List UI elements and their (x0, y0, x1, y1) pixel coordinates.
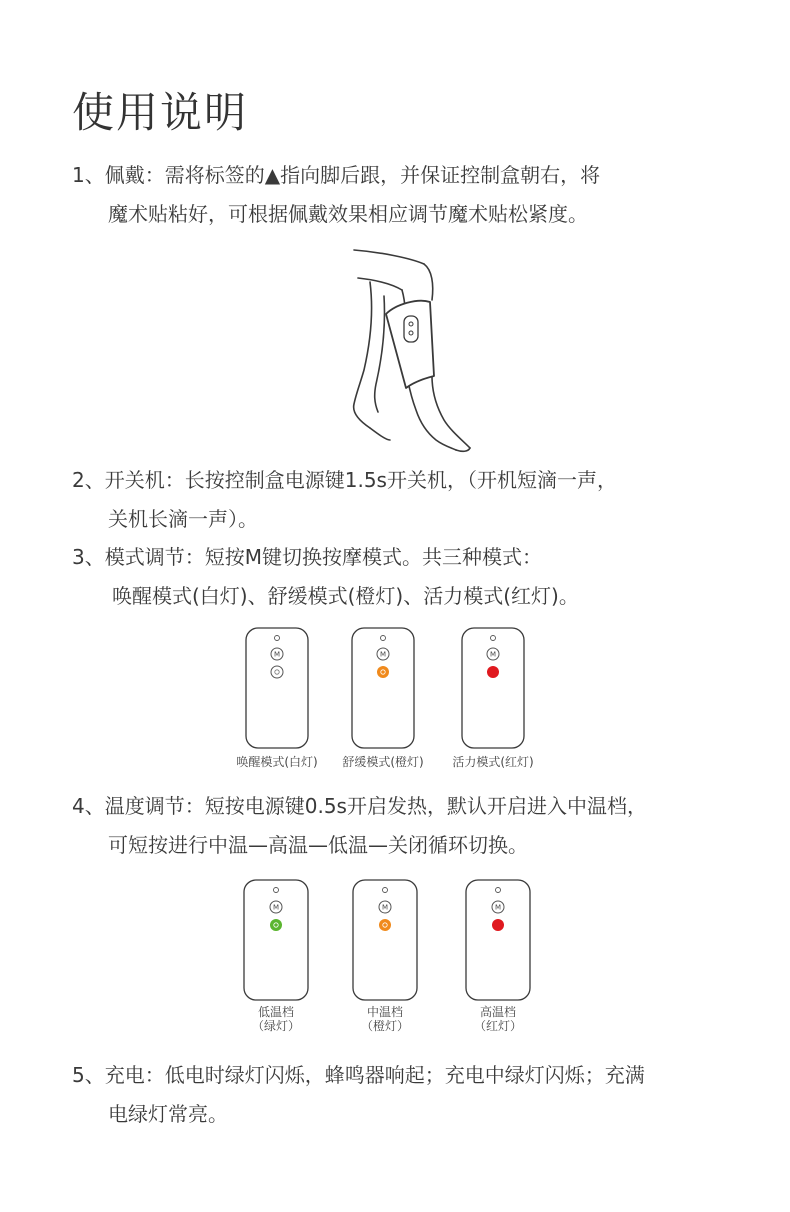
section-2-line-1: 2、开关机：长按控制盒电源键1.5s开关机，（开机短滴一声， (72, 468, 617, 492)
mode-device-2 (352, 628, 414, 748)
section-2 (72, 461, 742, 539)
temp-caption-2-line-2: （橙灯） (360, 1019, 410, 1033)
temp-caption-3-line-1: 高温档 (479, 1005, 517, 1019)
mode-devices-illustration (230, 622, 560, 772)
leg-wearing-illustration (340, 244, 500, 456)
temperature-devices-illustration (230, 876, 560, 1038)
section-1-line-1: 1、佩戴：需将标签的▲指向脚后跟，并保证控制盒朝右，将 (72, 163, 601, 187)
temp-caption-1-line-2: （绿灯） (251, 1019, 301, 1033)
section-3 (72, 538, 742, 616)
section-3-line-2: 唤醒模式(白灯)、舒缓模式(橙灯)、活力模式(红灯)。 (112, 584, 579, 608)
section-5-line-1: 5、充电：低电时绿灯闪烁，蜂鸣器响起；充电中绿灯闪烁；充满 (72, 1063, 645, 1087)
section-3-line-1: 3、模式调节：短按M键切换按摩模式。共三种模式： (72, 545, 542, 569)
section-4 (72, 787, 742, 865)
mode-caption-3: 活力模式(红灯) (452, 755, 534, 769)
svg-text:M: M (494, 903, 502, 912)
led-orange-icon (379, 919, 391, 931)
temp-caption-3-line-2: （红灯） (473, 1019, 523, 1033)
section-2-line-2: 关机长滴一声）。 (108, 507, 258, 531)
section-4-line-1: 4、温度调节：短按电源键0.5s开启发热，默认开启进入中温档， (72, 794, 647, 818)
mode-device-1 (246, 628, 308, 748)
section-5 (72, 1056, 742, 1134)
led-white-icon (271, 666, 283, 678)
page-title: 使用说明 (72, 88, 249, 137)
section-1-line-2: 魔术贴粘好，可根据佩戴效果相应调节魔术贴松紧度。 (108, 202, 588, 226)
temp-caption-2-line-1: 中温档 (366, 1005, 404, 1019)
temp-device-2 (353, 880, 417, 1000)
mode-caption-1: 唤醒模式(白灯) (236, 755, 318, 769)
svg-text:M: M (381, 903, 389, 912)
section-5-line-2: 电绿灯常亮。 (108, 1102, 228, 1126)
temp-device-3 (466, 880, 530, 1000)
led-orange-icon (377, 666, 389, 678)
section-1 (72, 156, 742, 234)
svg-text:M: M (489, 650, 497, 659)
mode-device-3 (462, 628, 524, 748)
section-4-line-2: 可短按进行中温—高温—低温—关闭循环切换。 (108, 833, 528, 857)
led-red-icon (487, 666, 499, 678)
temp-caption-1-line-1: 低温档 (257, 1005, 295, 1019)
led-red-icon (492, 919, 504, 931)
svg-text:M: M (272, 903, 280, 912)
svg-text:M: M (379, 650, 387, 659)
temp-device-1 (244, 880, 308, 1000)
svg-text:M: M (273, 650, 281, 659)
led-green-icon (270, 919, 282, 931)
mode-caption-2: 舒缓模式(橙灯) (342, 755, 424, 769)
